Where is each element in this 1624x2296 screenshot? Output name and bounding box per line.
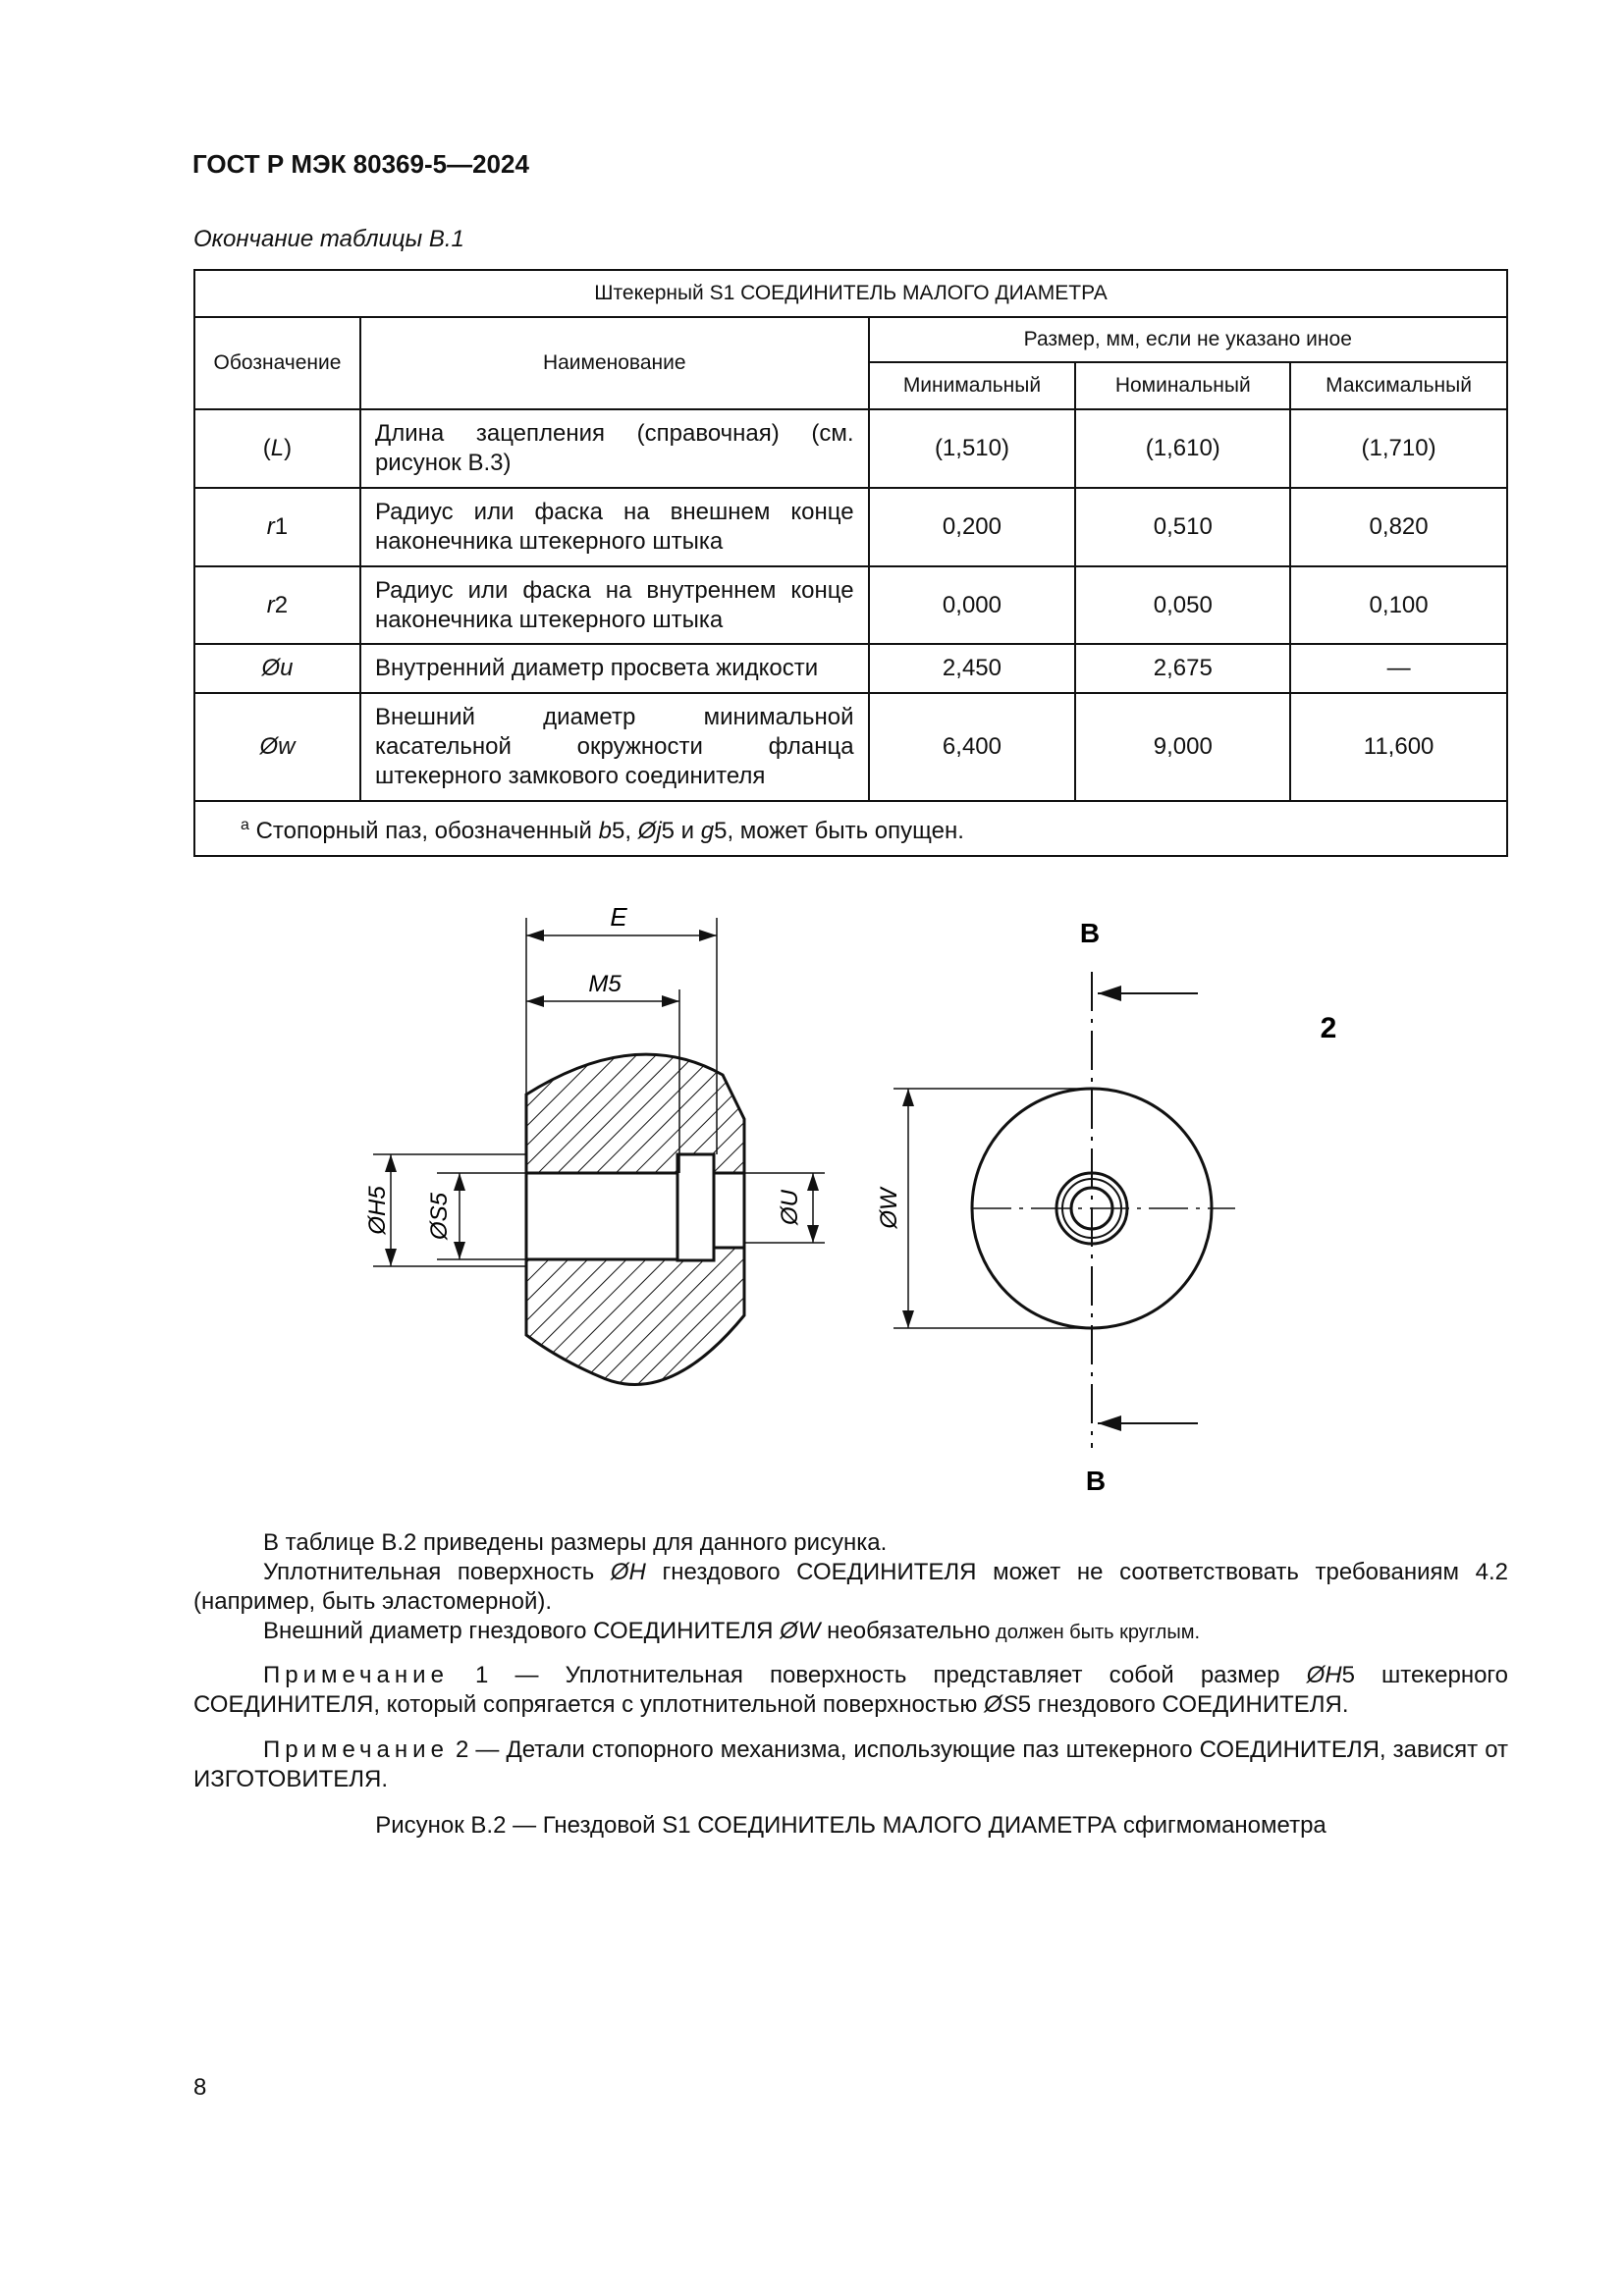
dimensions-table xyxy=(193,269,1508,857)
table-title: Штекерный S1 СОЕДИНИТЕЛЬ МАЛОГО ДИАМЕТРА xyxy=(194,270,1507,317)
connector-drawing xyxy=(324,893,1384,1502)
row-name: Радиус или фаска на внутреннем конце наконечника штекерного штыка xyxy=(360,566,869,644)
note-2: Примечание 2 — Детали стопорного механизма, использующие паз штекерного СОЕДИНИТЕЛЯ, зависят от ИЗГОТОВИТЕЛЯ. xyxy=(193,1736,1508,1792)
figure-caption: Рисунок В.2 — Гнездовой S1 СОЕДИНИТЕЛЬ МАЛОГО ДИАМЕТРА сфигмоманометра xyxy=(375,1812,1326,1839)
header-min: Минимальный xyxy=(869,362,1076,409)
label-w: ØW xyxy=(876,1188,902,1229)
header-nom: Номинальный xyxy=(1075,362,1290,409)
row-max: 11,600 xyxy=(1290,693,1507,801)
header-designation: Обозначение xyxy=(194,317,360,409)
row-min: (1,510) xyxy=(869,409,1076,488)
document-header: ГОСТ Р МЭК 80369-5—2024 xyxy=(192,149,529,179)
header-size: Размер, мм, если не указано иное xyxy=(869,317,1507,362)
paragraph-1: В таблице В.2 приведены размеры для данного рисунка. xyxy=(263,1529,888,1556)
row-max: — xyxy=(1290,644,1507,693)
paragraph-2: Уплотнительная поверхность ØH гнездового СОЕДИНИТЕЛЯ может не соответствовать требованиям 4.2 (например, быть эластомерной). xyxy=(193,1559,1508,1615)
row-min: 2,450 xyxy=(869,644,1076,693)
label-h5: ØH5 xyxy=(364,1186,391,1235)
row-symbol: Øu xyxy=(194,644,360,693)
table-title-row xyxy=(194,270,1507,317)
row-name: Радиус или фаска на внешнем конце наконечника штекерного штыка xyxy=(360,488,869,566)
row-name: Внешний диаметр минимальной касательной окружности фланца штекерного замкового соединителя xyxy=(360,693,869,801)
paragraph-3: Внешний диаметр гнездового СОЕДИНИТЕЛЯ ØW необязательно должен быть круглым. xyxy=(263,1618,1201,1644)
row-nom: 0,510 xyxy=(1075,488,1290,566)
table-row xyxy=(194,693,1507,801)
row-max: 0,820 xyxy=(1290,488,1507,566)
row-symbol: r2 xyxy=(194,566,360,644)
counterbore-s5 xyxy=(677,1154,714,1260)
row-symbol: Øw xyxy=(194,693,360,801)
row-name: Длина зацепления (справочная) (см. рисунок В.3) xyxy=(360,409,869,488)
label-e: E xyxy=(610,902,627,932)
row-name: Внутренний диаметр просвета жидкости xyxy=(360,644,869,693)
table-caption: Окончание таблицы В.1 xyxy=(193,226,464,252)
label-m5: M5 xyxy=(588,971,622,997)
page-number: 8 xyxy=(193,2074,207,2101)
row-nom: (1,610) xyxy=(1075,409,1290,488)
row-max: 0,100 xyxy=(1290,566,1507,644)
row-nom: 9,000 xyxy=(1075,693,1290,801)
lumen-u xyxy=(714,1173,744,1248)
row-min: 6,400 xyxy=(869,693,1076,801)
table-row xyxy=(194,644,1507,693)
section-view xyxy=(364,902,825,1385)
row-min: 0,000 xyxy=(869,566,1076,644)
row-nom: 0,050 xyxy=(1075,566,1290,644)
note-1: Примечание 1 — Уплотнительная поверхность представляет собой размер ØH5 штекерного СОЕДИНИТЕЛЯ, который сопрягается с уплотнительной поверхностью ØS5 гнездового СОЕДИНИТЕЛЯ. xyxy=(193,1662,1508,1718)
header-max: Максимальный xyxy=(1290,362,1507,409)
row-symbol: r1 xyxy=(194,488,360,566)
table-footnote-row xyxy=(194,801,1507,856)
section-label-bottom: B xyxy=(1085,1466,1107,1496)
label-u: ØU xyxy=(777,1190,803,1225)
end-view xyxy=(876,918,1336,1496)
section-label-top: B xyxy=(1079,918,1101,948)
table-header-row xyxy=(194,317,1507,362)
row-min: 0,200 xyxy=(869,488,1076,566)
label-s5: ØS5 xyxy=(426,1192,453,1241)
row-max: (1,710) xyxy=(1290,409,1507,488)
table-row xyxy=(194,566,1507,644)
table-footnote: $^a$ Стопорный паз, обозначенный b5, Øj5 и g5, может быть опущен. xyxy=(194,801,1507,856)
header-name: Наименование xyxy=(360,317,869,409)
row-symbol: (L) xyxy=(194,409,360,488)
view-number: 2 xyxy=(1320,1012,1337,1044)
row-nom: 2,675 xyxy=(1075,644,1290,693)
table-row xyxy=(194,409,1507,488)
table-row xyxy=(194,488,1507,566)
bore-h5 xyxy=(526,1173,679,1259)
